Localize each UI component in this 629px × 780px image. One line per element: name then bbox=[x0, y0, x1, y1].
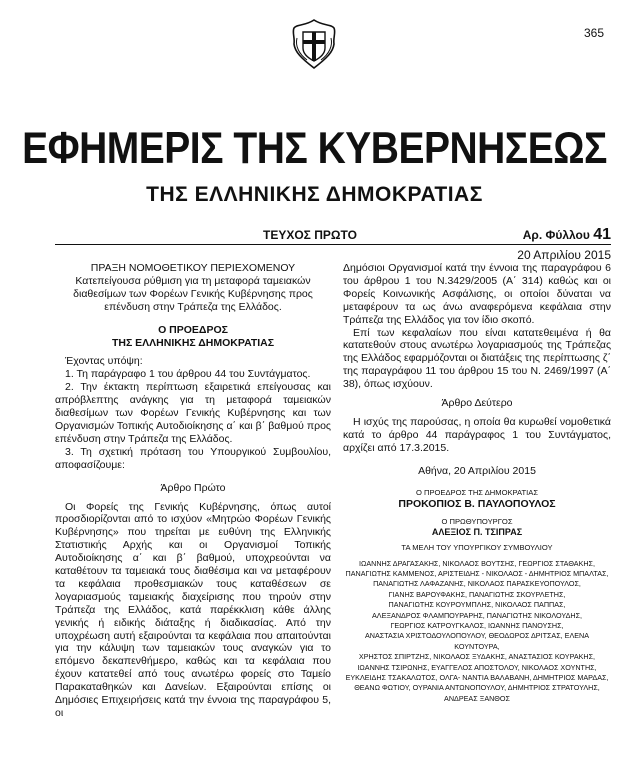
gazette-subtitle: ΤΗΣ ΕΛΛΗΝΙΚΗΣ ΔΗΜΟΚΡΑΤΙΑΣ bbox=[146, 183, 483, 206]
issue-label: ΤΕΥΧΟΣ ΠΡΩΤΟ bbox=[263, 228, 357, 242]
act-heading: ΠΡΑΞΗ ΝΟΜΟΘΕΤΙΚΟΥ ΠΕΡΙΕΧΟΜΕΝΟΥ bbox=[90, 262, 296, 274]
article-2-title: Άρθρο Δεύτερο bbox=[441, 397, 513, 410]
sheet-number: 41 bbox=[593, 226, 611, 243]
article-1-title: Άρθρο Πρώτο bbox=[160, 481, 226, 494]
recital-1: 1. Τη παράγραφο 1 του άρθρου 44 του Συντάγματος. bbox=[65, 368, 311, 381]
ministers-line: ΘΕΑΝΩ ΦΩΤΙΟΥ, ΟΥΡΑΝΙΑ ΑΝΤΩΝΟΠΟΥΛΟΥ, ΔΗΜΗΤΡΙΟΣ ΣΤΡΑΤΟΥΛΗΣ, bbox=[354, 683, 600, 693]
council-title: ΤΑ ΜΕΛΗ ΤΟΥ ΥΠΟΥΡΓΙΚΟΥ ΣΥΜΒΟΥΛΙΟΥ bbox=[401, 542, 553, 552]
page-number: 365 bbox=[583, 26, 604, 40]
president-name: ΠΡΟΚΟΠΙΟΣ Β. ΠΑΥΛΟΠΟΥΛΟΣ bbox=[398, 497, 556, 510]
sheet-label-text: Αρ. Φύλλου bbox=[522, 228, 590, 242]
greek-coat-of-arms-icon bbox=[291, 18, 337, 70]
ministers-line: ΙΩΑΝΝΗΣ ΤΣΙΡΩΝΗΣ, ΕΥΑΓΓΕΛΟΣ ΑΠΟΣΤΟΛΟΥ, ΝΙΚΟΛΑΟΣ ΧΟΥΝΤΗΣ, bbox=[357, 662, 597, 672]
ministers-line: ΠΑΝΑΓΙΩΤΗΣ ΚΑΜΜΕΝΟΣ, ΑΡΙΣΤΕΙΔΗΣ - ΝΙΚΟΛΑΟΣ - ΔΗΜΗΤΡΙΟΣ ΜΠΑΛΤΑΣ, bbox=[345, 568, 609, 578]
header-divider bbox=[55, 244, 611, 245]
ministers-line: ΑΝΔΡΕΑΣ ΞΑΝΘΟΣ bbox=[444, 693, 510, 703]
ministers-line: ΠΑΝΑΓΙΩΤΗΣ ΚΟΥΡΟΥΜΠΛΗΣ, ΝΙΚΟΛΑΟΣ ΠΑΠΠΑΣ, bbox=[388, 600, 566, 610]
president-heading-line2: ΤΗΣ ΕΛΛΗΝΙΚΗΣ ΔΗΜΟΚΡΑΤΙΑΣ bbox=[111, 336, 275, 349]
recital-2: 2. Την έκτακτη περίπτωση εξαιρετικά επείγουσας και απρόβλεπτης ανάγκης για τη μεταφορά ταμειακών διαθεσίμων των Φορέων Γενικής Κυβέρνησης και των Οργανισμών Τοπικής Αυτοδιοίκησης α΄ και β΄ βαθμού προς επένδυση στην Τράπεζα της Ελλάδος. bbox=[55, 381, 331, 445]
president-heading-line1: Ο ΠΡΟΕΔΡΟΣ bbox=[158, 323, 228, 336]
pm-name: ΑΛΕΞΙΟΣ Π. ΤΣΙΠΡΑΣ bbox=[431, 526, 523, 537]
gazette-title: ΕΦΗΜΕΡΙΣ ΤΗΣ ΚΥΒΕΡΝΗΣΕΩΣ bbox=[22, 123, 607, 174]
having-regard: Έχοντας υπόψη: bbox=[65, 355, 143, 368]
ministers-line: ΕΥΚΛΕΙΔΗΣ ΤΣΑΚΑΛΩΤΟΣ, ΟΛΓΑ- ΝΑΝΤΙΑ ΒΑΛΑΒΑΝΗ, ΔΗΜΗΤΡΙΟΣ ΜΑΡΔΑΣ, bbox=[345, 672, 609, 682]
ministers-line: ΙΩΑΝΝΗΣ ΔΡΑΓΑΣΑΚΗΣ, ΝΙΚΟΛΑΟΣ ΒΟΥΤΣΗΣ, ΓΕΩΡΓΙΟΣ ΣΤΑΘΑΚΗΣ, bbox=[358, 558, 595, 568]
issue-date: 20 Απριλίου 2015 bbox=[517, 248, 611, 262]
ministers-line: ΓΕΩΡΓΙΟΣ ΚΑΤΡΟΥΓΚΑΛΟΣ, ΙΩΑΝΝΗΣ ΠΑΝΟΥΣΗΣ, bbox=[390, 620, 564, 630]
president-title: Ο ΠΡΟΕΔΡΟΣ ΤΗΣ ΔΗΜΟΚΡΑΤΙΑΣ bbox=[415, 487, 539, 497]
article-1-text: Οι Φορείς της Γενικής Κυβέρνησης, όπως αυτοί προσδιορίζονται από το ισχύον «Μητρώο Φορέων Γενικής Κυβέρνησης» που τηρείται με ευθύνη της Ελληνικής Στατιστικής Αρχής και οι Οργανισμοί Τοπικής Αυτοδιοίκησης α΄ και β΄ βαθμού, υποχρεούνται να καταθέτουν τα ταμειακά τους διαθέσιμα και να μεταφέρουν τα κεφάλαια προθεσμιακών τους καταθέσεων σε λογαριασμούς ταμειακής διαχείρισης που τηρούν στην Τράπεζα της Ελλάδος, κατά παρέκκλιση κάθε άλλης γενικής ή ειδικής διάταξης ή διαδικασίας. Από την υποχρέωση αυτή εξαιρούνται τα κεφάλαια που απαιτούνται για την κάλυψη των ταμειακών τους αναγκών για το επόμενο δεκαπενθήμερο, καθώς και τα κεφάλαια που έχουν κατατεθεί από τους ανωτέρω φορείς στο Ταμείο Παρακαταθηκών και Δανείων. Εξαιρούνται επίσης οι Δημόσιες Επιχειρήσεις κατά την έννοια της παραγράφου 5, οι bbox=[55, 500, 331, 719]
right-column bbox=[343, 262, 611, 704]
left-column bbox=[55, 262, 331, 720]
article-1-continued: Δημόσιοι Οργανισμοί κατά την έννοια της παραγράφου 6 του άρθρου 1 του Ν.3429/2005 (Α΄ 314) καθώς και οι Φορείς Κοινωνικής Ασφάλισης, οι οποίοι δύναται να μεταφέρουν τα ως άνω αναφερόμενα κεφάλαια στην Τράπεζα της Ελλάδος για τον ίδιο σκοπό. bbox=[343, 262, 611, 326]
recital-3: 3. Τη σχετική πρόταση του Υπουργικού Συμβουλίου, αποφασίζουμε: bbox=[55, 445, 331, 471]
sheet-number-label bbox=[523, 226, 611, 244]
ministers-line: ΑΝΑΣΤΑΣΙΑ ΧΡΙΣΤΟΔΟΥΛΟΠΟΥΛΟΥ, ΘΕΟΔΩΡΟΣ ΔΡΙΤΣΑΣ, ΕΛΕΝΑ ΚΟΥΝΤΟΥΡΑ, bbox=[364, 631, 590, 651]
act-summary: Κατεπείγουσα ρύθμιση για τη μεταφορά ταμειακών διαθεσίμων των Φορέων Γενικής Κυβέρνησης προς επένδυση στην Τράπεζα της Ελλάδος. bbox=[73, 274, 313, 313]
ministers-line: ΠΑΝΑΓΙΩΤΗΣ ΛΑΦΑΖΑΝΗΣ, ΝΙΚΟΛΑΟΣ ΠΑΡΑΣΚΕΥΟΠΟΥΛΟΣ, bbox=[373, 579, 581, 589]
article-1-paragraph-2: Επί των κεφαλαίων που είναι κατατεθειμένα ή θα κατατεθούν στους ανωτέρω λογαριασμούς της Τράπεζας της Ελλάδος εφαρμόζονται οι διατάξεις της περίπτωσης ζ΄ της παραγράφου 11 του άρθρου 15 του Ν. 2469/1997 (Α΄ 38), όπως ισχύουν. bbox=[343, 326, 611, 391]
place-date: Αθήνα, 20 Απριλίου 2015 bbox=[418, 464, 536, 477]
ministers-line: ΧΡΗΣΤΟΣ ΣΠΙΡΤΖΗΣ, ΝΙΚΟΛΑΟΣ ΞΥΔΑΚΗΣ, ΑΝΑΣΤΑΣΙΟΣ ΚΟΥΡΑΚΗΣ, bbox=[358, 652, 596, 662]
pm-title: Ο ΠΡΩΘΥΠΟΥΡΓΟΣ bbox=[441, 516, 513, 526]
ministers-line: ΑΛΕΞΑΝΔΡΟΣ ΦΛΑΜΠΟΥΡΑΡΗΣ, ΠΑΝΑΓΙΩΤΗΣ ΝΙΚΟΛΟΥΔΗΣ, bbox=[371, 610, 583, 620]
ministers-line: ΓΙΑΝΗΣ ΒΑΡΟΥΦΑΚΗΣ, ΠΑΝΑΓΙΩΤΗΣ ΣΚΟΥΡΛΕΤΗΣ, bbox=[388, 589, 566, 599]
article-2-text: Η ισχύς της παρούσας, η οποία θα κυρωθεί νομοθετικά κατά το άρθρο 44 παράγραφος 1 του Συντάγματος, αρχίζει από 17.3.2015. bbox=[343, 415, 611, 454]
ministers-list bbox=[343, 559, 611, 705]
